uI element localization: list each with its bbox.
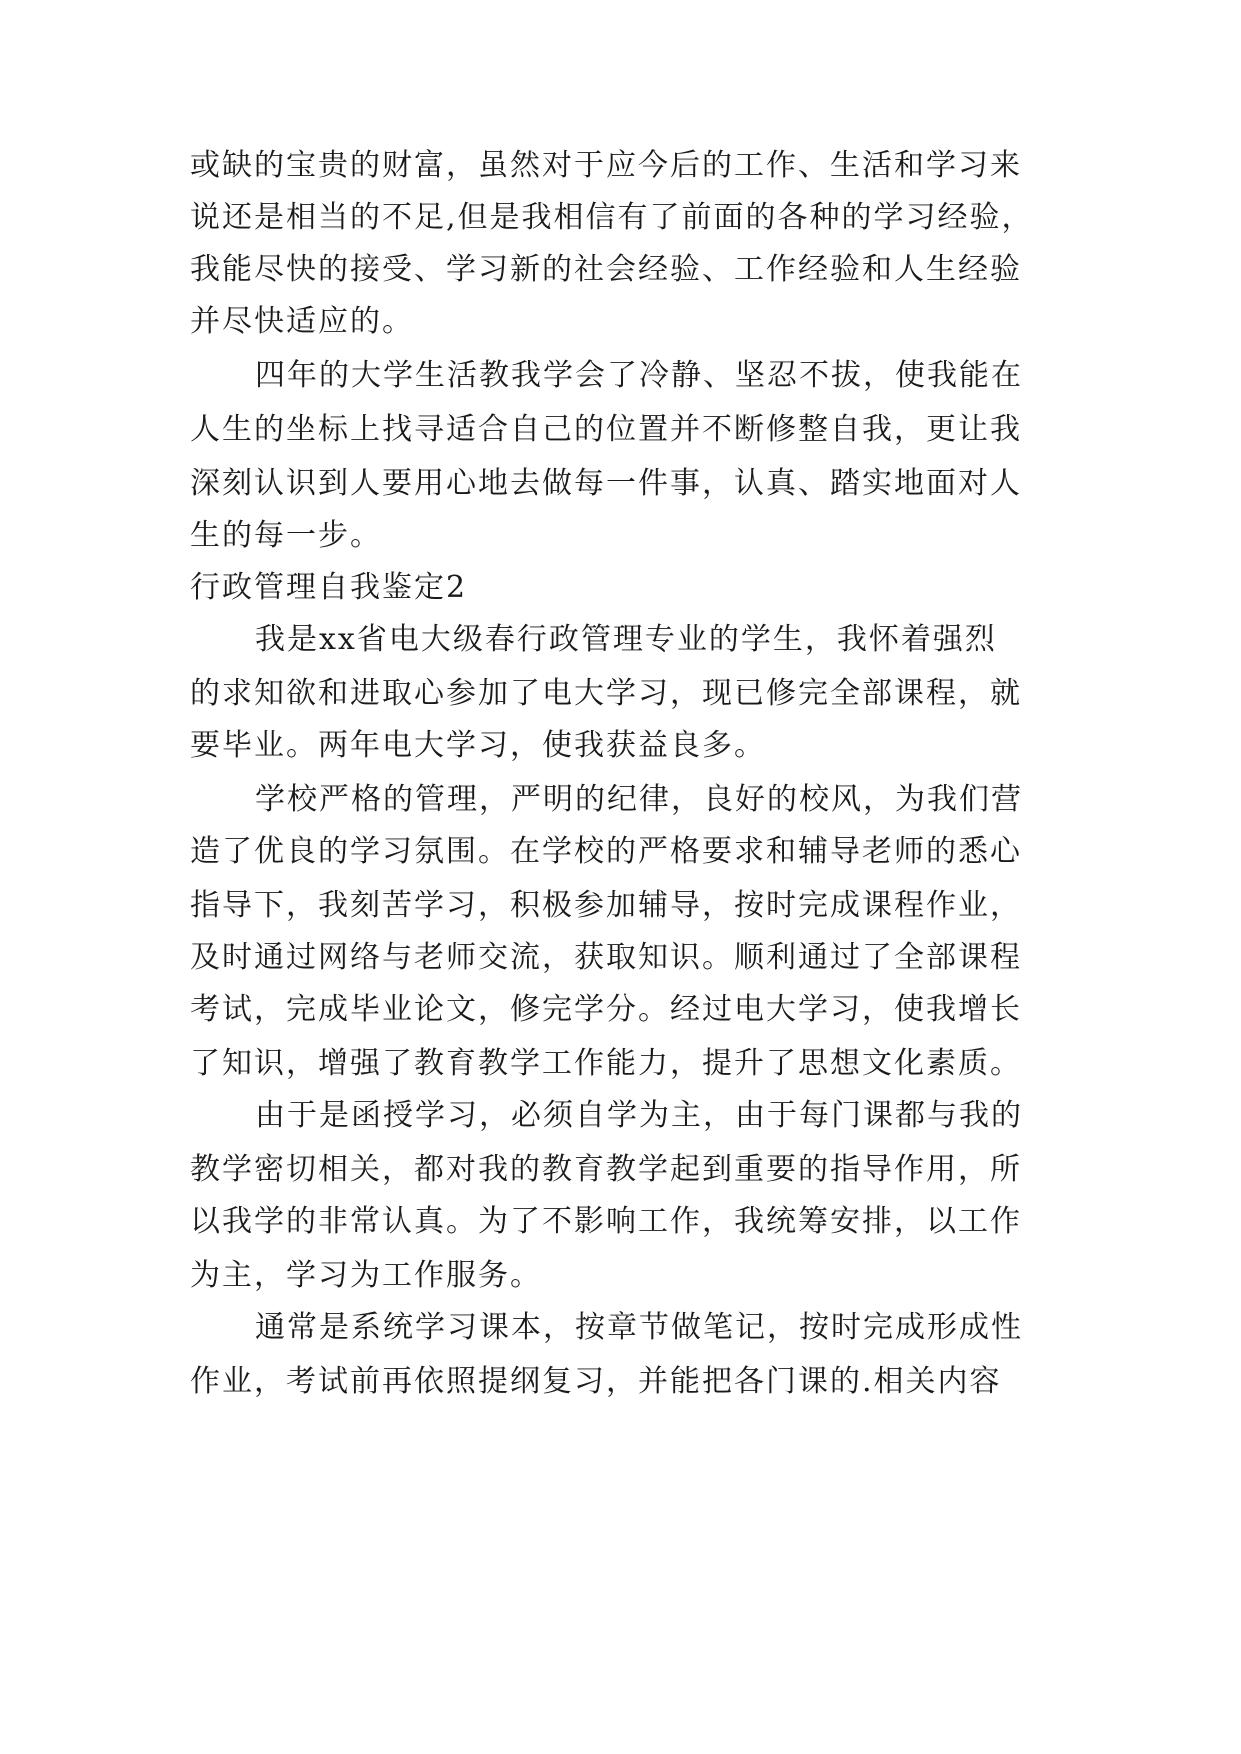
paragraph-line: 了知识，增强了教育教学工作能力，提升了思想文化素质。 <box>190 1046 1022 1081</box>
paragraph-first-line: 学校严格的管理，严明的纪律，良好的校风，为我们营 <box>255 782 1023 817</box>
paragraph-line: 我能尽快的接受、学习新的社会经验、工作经验和人生经验 <box>190 252 1022 287</box>
paragraph-line: 造了优良的学习氛围。在学校的严格要求和辅导老师的悉心 <box>190 834 1022 869</box>
paragraph-line: 作业，考试前再依照提纲复习，并能把各门课的.相关内容 <box>190 1364 1002 1399</box>
paragraph-first-line: 通常是系统学习课本，按章节做笔记，按时完成形成性 <box>255 1310 1023 1345</box>
paragraph-line: 或缺的宝贵的财富，虽然对于应今后的工作、生活和学习来 <box>190 148 1022 183</box>
paragraph-line: 的求知欲和进取心参加了电大学习，现已修完全部课程，就 <box>190 676 1022 711</box>
section-heading: 行政管理自我鉴定2 <box>190 570 468 605</box>
paragraph-line: 生的每一步。 <box>190 518 382 553</box>
paragraph-line: 考试，完成毕业论文，修完学分。经过电大学习，使我增长 <box>190 992 1022 1027</box>
paragraph-line: 人生的坐标上找寻适合自己的位置并不断修整自我，更让我 <box>190 412 1022 447</box>
paragraph-line: 要毕业。两年电大学习，使我获益良多。 <box>190 728 766 763</box>
paragraph-line: 教学密切相关，都对我的教育教学起到重要的指导作用，所 <box>190 1152 1022 1187</box>
paragraph-line: 及时通过网络与老师交流，获取知识。顺利通过了全部课程 <box>190 940 1022 975</box>
paragraph-line: 深刻认识到人要用心地去做每一件事，认真、踏实地面对人 <box>190 466 1022 501</box>
paragraph-first-line: 由于是函授学习，必须自学为主，由于每门课都与我的 <box>255 1098 1023 1133</box>
paragraph-first-line: 四年的大学生活教我学会了冷静、坚忍不拔，使我能在 <box>255 358 1023 393</box>
paragraph-line: 为主，学习为工作服务。 <box>190 1258 542 1293</box>
paragraph-line: 说还是相当的不足,但是我相信有了前面的各种的学习经验， <box>190 200 1034 235</box>
paragraph-line: 并尽快适应的。 <box>190 304 414 339</box>
paragraph-first-line: 我是xx省电大级春行政管理专业的学生，我怀着强烈 <box>255 622 997 657</box>
paragraph-line: 指导下，我刻苦学习，积极参加辅导，按时完成课程作业， <box>190 888 1022 923</box>
paragraph-line: 以我学的非常认真。为了不影响工作，我统筹安排，以工作 <box>190 1204 1022 1239</box>
